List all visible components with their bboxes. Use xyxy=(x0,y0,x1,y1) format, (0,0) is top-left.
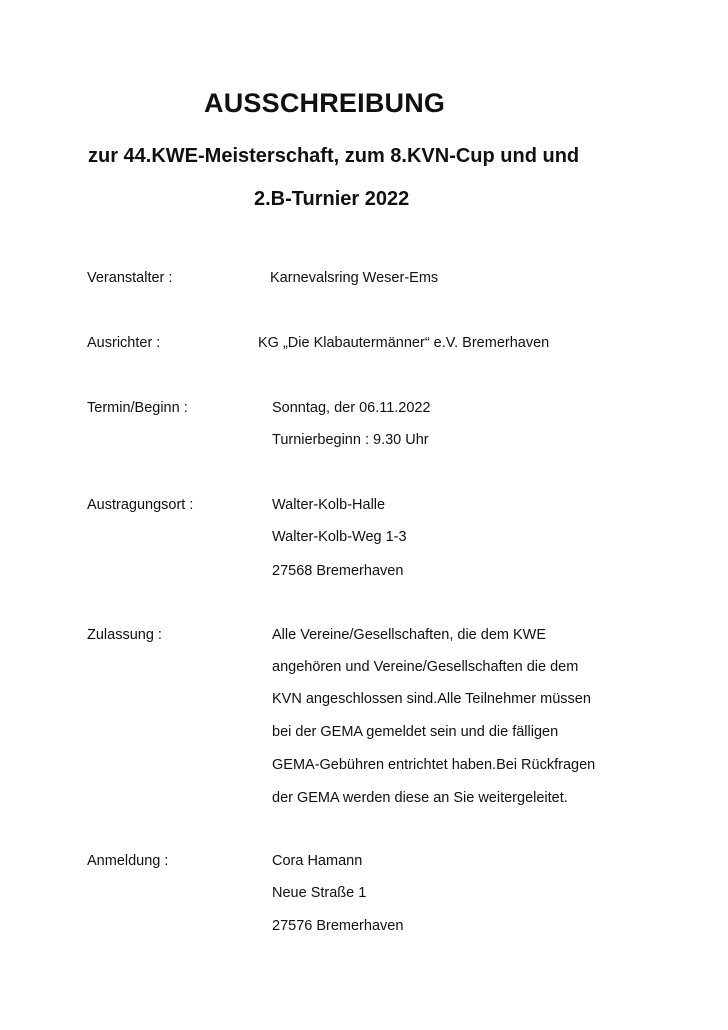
anmeldung-name: Cora Hamann xyxy=(272,853,363,869)
veranstalter-label: Veranstalter : xyxy=(87,270,173,286)
austragungsort-street: Walter-Kolb-Weg 1-3 xyxy=(272,529,407,545)
zulassung-line-5: GEMA-Gebühren entrichtet haben.Bei Rückfragen xyxy=(272,757,596,773)
document-subtitle-line-1: zur 44.KWE-Meisterschaft, zum 8.KVN-Cup und und xyxy=(88,145,580,167)
veranstalter-value: Karnevalsring Weser-Ems xyxy=(270,270,439,286)
anmeldung-street: Neue Straße 1 xyxy=(272,885,367,901)
ausrichter-value: KG „Die Klabautermänner“ e.V. Bremerhaven xyxy=(258,335,550,351)
zulassung-line-6: der GEMA werden diese an Sie weitergeleitet. xyxy=(272,790,568,806)
austragungsort-venue: Walter-Kolb-Halle xyxy=(272,497,386,513)
document-title: AUSSCHREIBUNG xyxy=(204,88,446,118)
zulassung-line-3: KVN angeschlossen sind.Alle Teilnehmer müssen xyxy=(272,691,591,707)
austragungsort-label: Austragungsort : xyxy=(87,497,194,513)
zulassung-line-4: bei der GEMA gemeldet sein und die fälligen xyxy=(272,724,559,740)
austragungsort-city: 27568 Bremerhaven xyxy=(272,563,404,579)
anmeldung-label: Anmeldung : xyxy=(87,853,169,869)
termin-start-time: Turnierbeginn : 9.30 Uhr xyxy=(272,432,429,448)
document-subtitle-line-2: 2.B-Turnier 2022 xyxy=(254,188,410,210)
termin-label: Termin/Beginn : xyxy=(87,400,188,416)
zulassung-line-2: angehören und Vereine/Gesellschaften die dem xyxy=(272,659,579,675)
anmeldung-city: 27576 Bremerhaven xyxy=(272,918,404,934)
ausrichter-label: Ausrichter : xyxy=(87,335,161,351)
zulassung-line-1: Alle Vereine/Gesellschaften, die dem KWE xyxy=(272,627,547,643)
zulassung-label: Zulassung : xyxy=(87,627,162,643)
termin-date: Sonntag, der 06.11.2022 xyxy=(272,400,431,416)
